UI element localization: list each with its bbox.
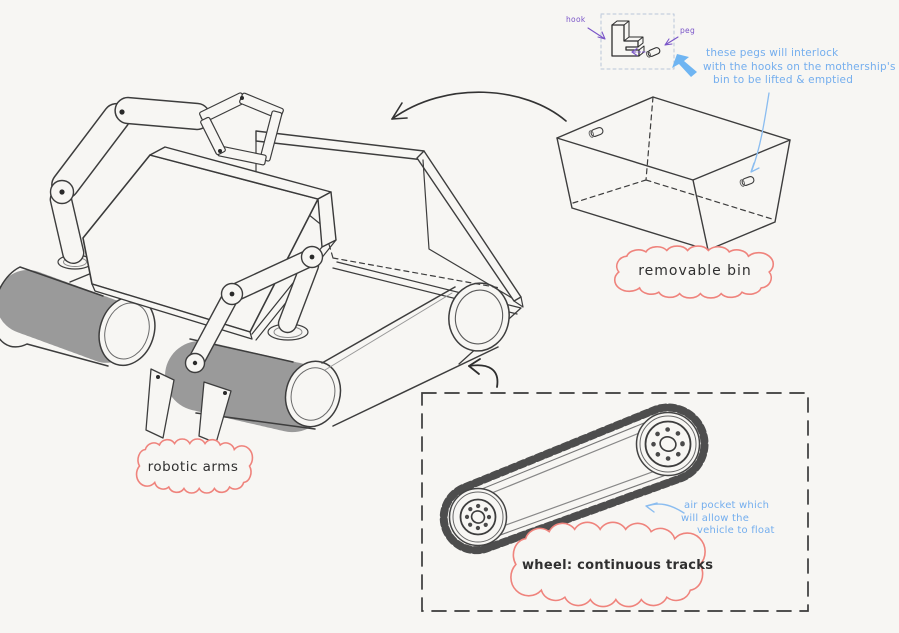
interlock-note-line3: bin to be lifted & emptied bbox=[713, 74, 854, 86]
wheel-tracks-label: wheel: continuous tracks bbox=[522, 558, 714, 573]
hook-pointer-arrow bbox=[588, 28, 605, 39]
air-pocket-note-line2: will allow the bbox=[681, 512, 750, 524]
peg-drawing bbox=[646, 47, 661, 58]
air-pocket-note-line1: air pocket which bbox=[684, 500, 770, 511]
interlock-note-line1: these pegs will interlock bbox=[706, 47, 839, 59]
hook-label: hook bbox=[566, 15, 586, 24]
vehicle-sketch bbox=[0, 92, 523, 443]
hook-peg-detail bbox=[588, 14, 697, 77]
interlock-note-line2: with the hooks on the mothership's bbox=[703, 60, 896, 73]
interlock-note bbox=[703, 47, 896, 88]
inset-wheel-right bbox=[637, 413, 700, 476]
peg-pointer-arrow bbox=[665, 37, 678, 45]
air-pocket-note-line3: vehicle to float bbox=[697, 525, 775, 536]
air-pocket-arrow bbox=[646, 503, 684, 513]
removable-bin-label: removable bin bbox=[638, 263, 752, 279]
peg-label: peg bbox=[680, 26, 696, 35]
robotic-arms-label: robotic arms bbox=[147, 459, 239, 475]
inset-to-track-arrow bbox=[469, 359, 497, 387]
blue-marker-arrow bbox=[672, 54, 697, 77]
air-pocket-note bbox=[681, 500, 775, 538]
hook-drawing bbox=[612, 25, 639, 56]
bin-peg-right bbox=[739, 176, 755, 187]
removable-bin-sketch bbox=[557, 97, 790, 250]
inset-wheel-left bbox=[450, 489, 507, 546]
bin-peg-left bbox=[588, 127, 604, 138]
bin-to-vehicle-arrow bbox=[392, 92, 566, 121]
